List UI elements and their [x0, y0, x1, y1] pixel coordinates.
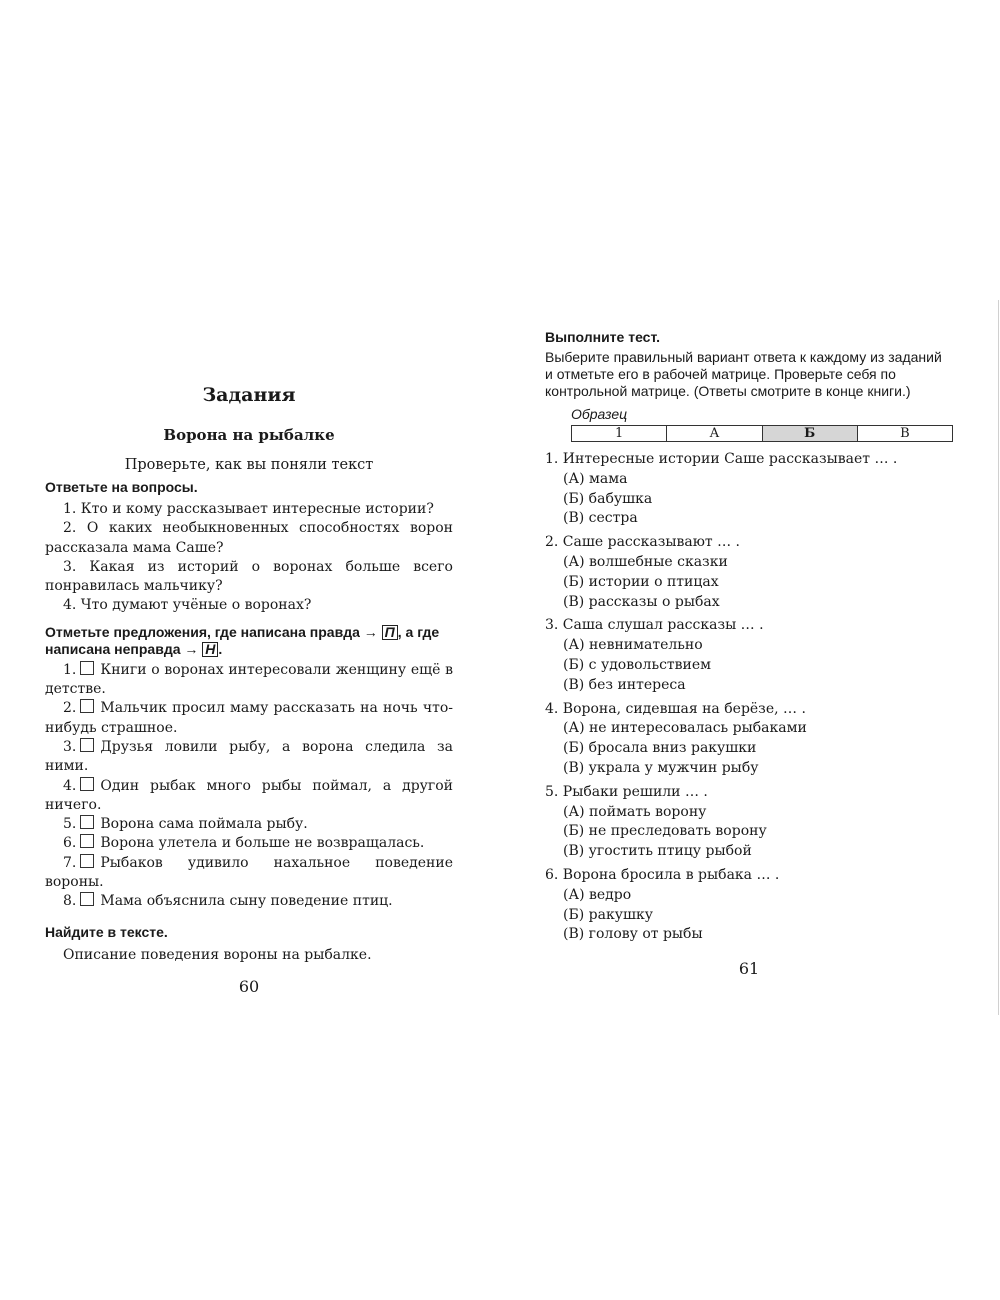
statement-text: Ворона сама поймала рыбу.	[100, 816, 308, 833]
statement-item	[45, 892, 453, 911]
test-option[interactable]: (Б) истории о птицах	[563, 573, 719, 590]
statement-item	[45, 661, 453, 700]
question-item: 2. О каких необыкновенных способностях ворон рассказала мама Саше?	[45, 520, 453, 556]
sample-matrix	[571, 425, 953, 442]
test-option[interactable]: (А) невнимательно	[563, 637, 703, 654]
statement-item	[45, 834, 453, 853]
statement-text: Друзья ловили рыбу, а ворона следила за ними.	[45, 738, 453, 775]
sample-cell-selected: Б	[762, 426, 857, 442]
test-questions	[545, 450, 953, 945]
questions-heading: Ответьте на вопросы.	[45, 479, 198, 495]
find-heading: Найдите в тексте.	[45, 923, 168, 940]
statement-text: Один рыбак много рыбы поймал, а другой ничего.	[45, 777, 453, 813]
test-question: 2. Саше рассказывают … .	[545, 534, 740, 551]
sample-label: Образец	[571, 406, 628, 422]
answer-checkbox[interactable]	[80, 738, 94, 752]
left-page	[45, 383, 453, 997]
sample-cell: 1	[572, 426, 667, 442]
test-question: 6. Ворона бросила в рыбака … .	[545, 866, 780, 883]
questions-section	[45, 479, 453, 616]
truth-heading-text: .	[218, 640, 223, 657]
answer-checkbox[interactable]	[80, 777, 94, 791]
find-text: Описание поведения вороны на рыбалке.	[63, 946, 372, 963]
find-section	[45, 924, 453, 965]
test-option[interactable]: (В) угостить птицу рыбой	[563, 843, 752, 860]
test-item	[545, 450, 953, 529]
truth-heading-text: , а где написана неправда →	[45, 623, 440, 657]
statement-text: Ворона улетела и больше не возвращалась.	[100, 835, 425, 852]
truth-heading-text: Отметьте предложения, где написана правда →	[45, 623, 378, 640]
statement-item	[45, 815, 453, 834]
test-option[interactable]: (Б) не преследовать ворону	[563, 823, 767, 840]
test-question: 3. Саша слушал рассказы … .	[545, 617, 764, 634]
test-question: 1. Интересные истории Саше рассказывает … .	[545, 451, 898, 467]
test-item	[545, 533, 953, 612]
statement-item	[45, 854, 453, 893]
question-item: 4. Что думают учёные о воронах?	[63, 597, 312, 614]
truth-heading	[45, 624, 453, 658]
statement-number: 7.	[63, 854, 77, 871]
test-option[interactable]: (В) украла у мужчин рыбу	[563, 759, 759, 776]
test-option[interactable]: (В) сестра	[563, 510, 638, 527]
truth-section	[45, 624, 453, 912]
false-box-label: Н	[202, 642, 218, 657]
section-subtitle: Проверьте, как вы поняли текст	[124, 457, 374, 473]
test-option[interactable]: (А) поймать ворону	[563, 803, 707, 820]
story-title: Ворона на рыбалке	[163, 426, 335, 444]
right-page	[545, 329, 953, 979]
sample-cell: А	[667, 426, 762, 442]
test-option[interactable]: (А) волшебные сказки	[563, 553, 728, 570]
statement-number: 5.	[63, 816, 77, 833]
test-item	[545, 700, 953, 779]
test-option[interactable]: (Б) бабушка	[563, 490, 653, 507]
statement-text: Мальчик просил маму рассказать на ночь что-нибудь страшное.	[45, 700, 453, 736]
statement-item	[45, 699, 453, 738]
test-instructions: Выберите правильный вариант ответа к каждому из заданий и отметьте его в рабочей матрице. Проверьте себя по контрольной матрице. (Ответы смотрите в конце книги.)	[545, 349, 942, 399]
statement-number: 3.	[63, 738, 77, 755]
answer-checkbox[interactable]	[80, 661, 94, 675]
statement-item	[45, 777, 453, 816]
question-item: 3. Какая из историй о воронах больше всего понравилась мальчику?	[45, 558, 453, 595]
test-option[interactable]: (Б) бросала вниз ракушки	[563, 740, 757, 757]
answer-checkbox[interactable]	[80, 854, 94, 868]
test-item	[545, 616, 953, 695]
page-number: 61	[738, 959, 760, 979]
statement-text: Мама объяснила сыну поведение птиц.	[100, 893, 393, 910]
statement-text: Рыбаков удивило нахальное поведение вороны.	[45, 854, 453, 891]
answer-checkbox[interactable]	[80, 892, 94, 906]
test-option[interactable]: (В) рассказы о рыбах	[563, 593, 720, 610]
statement-number: 4.	[63, 777, 77, 794]
statement-number: 8.	[63, 893, 77, 910]
test-question: 4. Ворона, сидевшая на берёзе, … .	[545, 700, 806, 717]
statement-number: 1.	[63, 661, 77, 678]
page-edge-divider	[998, 300, 999, 1015]
test-option[interactable]: (А) не интересовалась рыбаками	[563, 720, 807, 737]
test-item	[545, 783, 953, 862]
test-heading: Выполните тест.	[545, 329, 660, 345]
test-option[interactable]: (В) голову от рыбы	[563, 926, 703, 943]
statement-number: 2.	[63, 700, 77, 717]
true-box-label: П	[382, 625, 398, 640]
statement-item	[45, 738, 453, 777]
test-option[interactable]: (Б) с удовольствием	[563, 656, 712, 673]
test-item	[545, 866, 953, 945]
test-option[interactable]: (А) ведро	[563, 886, 632, 903]
test-question: 5. Рыбаки решили … .	[545, 783, 708, 800]
question-item: 1. Кто и кому рассказывает интересные истории?	[63, 501, 434, 517]
statement-number: 6.	[63, 835, 77, 852]
answer-checkbox[interactable]	[80, 834, 94, 848]
page-number: 60	[238, 976, 260, 996]
sample-cell: В	[857, 426, 952, 442]
answer-checkbox[interactable]	[80, 699, 94, 713]
page-title: Задания	[202, 384, 296, 406]
answer-checkbox[interactable]	[80, 815, 94, 829]
test-option[interactable]: (А) мама	[563, 470, 628, 487]
statement-text: Книги о воронах интересовали женщину ещё в детстве.	[45, 661, 453, 698]
test-option[interactable]: (В) без интереса	[563, 676, 686, 693]
test-option[interactable]: (Б) ракушку	[563, 906, 653, 923]
